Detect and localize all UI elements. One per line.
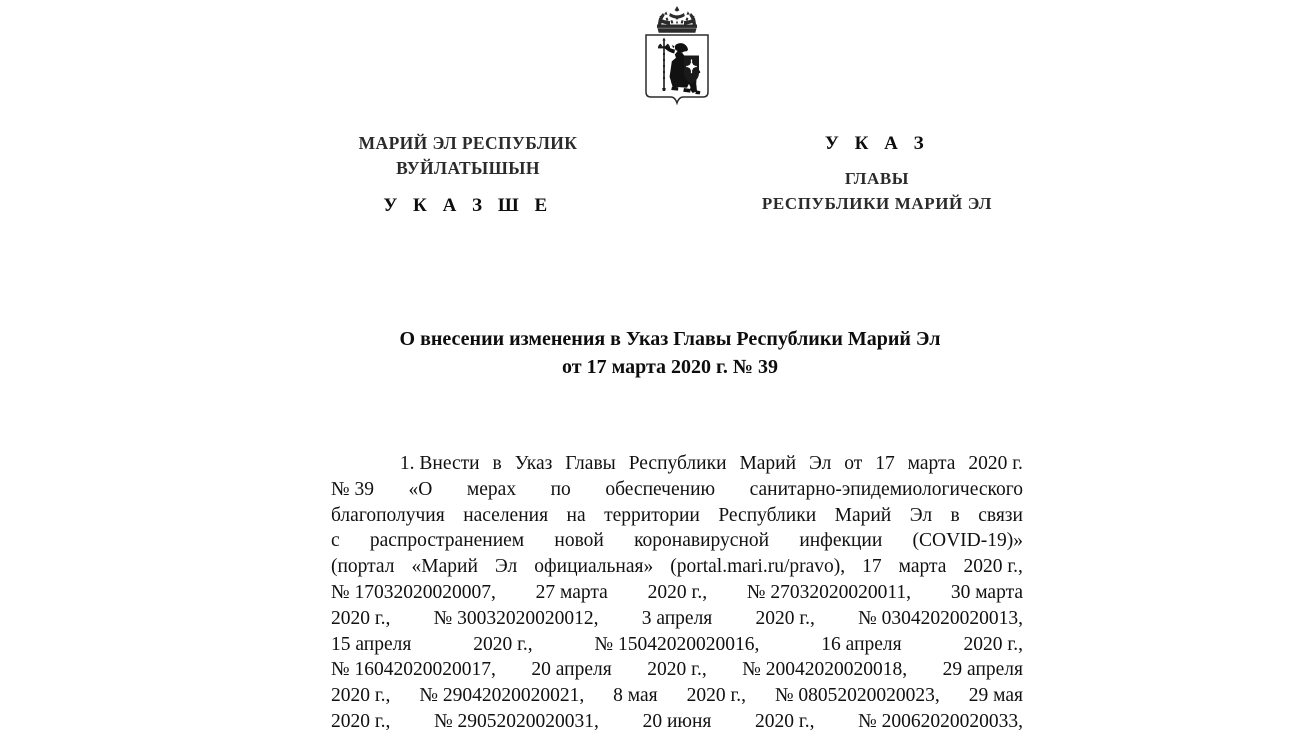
body-word: 2020 г., — [331, 710, 391, 732]
body-line — [331, 503, 1023, 529]
body-word: № 17032020020007, — [331, 581, 496, 603]
body-line — [331, 657, 1023, 683]
body-word: мерах — [466, 478, 517, 500]
body-line — [331, 554, 1023, 580]
body-line — [331, 580, 1023, 606]
body-word: населения — [463, 504, 549, 526]
body-word: по — [550, 478, 571, 500]
body-word: обеспечению — [605, 478, 716, 500]
coat-of-arms-mari-el — [634, 4, 720, 132]
body-word: коронавирусной — [634, 530, 770, 552]
body-word: официальная» — [534, 556, 654, 578]
body-word: 17 — [862, 556, 882, 578]
body-word: марта — [907, 453, 956, 474]
body-word: 2020 г., — [647, 659, 707, 681]
body-word: 2020 г., — [647, 581, 708, 603]
body-word: в — [950, 504, 960, 526]
body-word: Марий — [739, 453, 797, 474]
body-word: связи — [978, 504, 1023, 526]
body-word: «О — [408, 478, 433, 500]
document-title-line1: О внесении изменения в Указ Главы Республики Марий Эл — [399, 328, 941, 350]
body-word: 27 марта — [535, 581, 608, 603]
body-word: 2020 г., — [686, 685, 747, 707]
body-word: благополучия — [331, 504, 445, 526]
body-word: 8 мая — [613, 685, 658, 707]
document-body — [331, 451, 1023, 735]
body-word: в — [492, 453, 502, 474]
body-word: 2020 г., — [963, 633, 1023, 655]
body-word: 17 — [875, 453, 895, 474]
body-word: № 29052020020031, — [434, 710, 599, 732]
body-word: № 03042020020013, — [858, 607, 1023, 629]
body-line — [331, 477, 1023, 503]
spacer — [318, 181, 618, 193]
body-word: инфекции — [799, 530, 883, 552]
body-word: Республики — [628, 453, 727, 474]
body-word: № 30032020020012, — [433, 607, 599, 629]
body-word: 1. Внести — [399, 453, 480, 474]
body-word: № 29042020020021, — [419, 685, 585, 707]
body-word: 2020 г., — [755, 710, 815, 732]
body-word: 2020 г. — [968, 453, 1023, 474]
body-line — [331, 606, 1023, 632]
body-word: «Марий — [411, 556, 478, 578]
spacer — [712, 157, 1042, 166]
body-word: 29 апреля — [942, 659, 1023, 681]
header-mari-title: У К А З Ш Е — [383, 195, 553, 216]
body-word: 15 апреля — [331, 633, 412, 655]
body-word: Республики — [718, 504, 817, 526]
crown-icon — [657, 6, 697, 33]
body-line — [331, 683, 1023, 709]
body-word: Эл — [808, 453, 832, 474]
body-word: 2020 г., — [331, 607, 391, 629]
body-line — [331, 632, 1023, 658]
body-word: Марий — [834, 504, 892, 526]
body-word: 30 марта — [950, 581, 1023, 603]
document-title — [230, 325, 1110, 381]
header-russian-title: У К А З — [824, 133, 930, 154]
body-line — [331, 451, 1023, 477]
body-word: № 20042020020018, — [742, 659, 908, 681]
body-word: № 39 — [331, 478, 374, 500]
body-word: с — [331, 530, 340, 552]
header-russian-line2: РЕСПУБЛИКИ МАРИЙ ЭЛ — [761, 194, 993, 213]
body-word: марта — [898, 556, 947, 578]
paragraph-indent — [331, 451, 387, 477]
body-word: новой — [554, 530, 604, 552]
body-word: № 16042020020017, — [331, 659, 496, 681]
header-column-russian — [712, 131, 1042, 216]
body-word: 2020 г., — [755, 607, 815, 629]
document-header — [0, 131, 1300, 241]
body-word: от — [844, 453, 863, 474]
body-word: № 27032020020011, — [746, 581, 912, 603]
header-russian-line1: ГЛАВЫ — [844, 169, 910, 188]
body-word: на — [566, 504, 586, 526]
body-word: № 15042020020016, — [594, 633, 760, 655]
body-word: 16 апреля — [821, 633, 902, 655]
header-mari-line1: МАРИЙ ЭЛ РЕСПУБЛИК — [358, 133, 578, 153]
body-word: 29 мая — [968, 685, 1023, 707]
bear-shield-icon — [685, 56, 699, 83]
body-word: (COVID-19)» — [912, 530, 1023, 552]
body-word: 2020 г., — [963, 556, 1023, 578]
body-line — [331, 528, 1023, 554]
body-line — [331, 709, 1023, 735]
body-word: 3 апреля — [641, 607, 713, 629]
body-word: санитарно-эпидемиологического — [749, 478, 1023, 500]
body-word: № 20062020020033, — [858, 710, 1023, 732]
body-word: № 08052020020023, — [774, 685, 940, 707]
header-column-mari — [318, 131, 618, 219]
header-mari-line2: ВУЙЛАТЫШЫН — [396, 158, 540, 178]
body-word: территории — [604, 504, 700, 526]
body-word: Главы — [565, 453, 616, 474]
body-word: Указ — [514, 453, 553, 474]
body-word: (portal.mari.ru/pravo), — [670, 556, 846, 578]
body-word: Эл — [494, 556, 518, 578]
document-title-line2: от 17 марта 2020 г. № 39 — [562, 356, 778, 378]
body-word: Эл — [909, 504, 933, 526]
body-word: 20 июня — [642, 710, 712, 732]
body-word: 2020 г., — [331, 685, 391, 707]
body-word: 20 апреля — [531, 659, 612, 681]
body-word: 2020 г., — [473, 633, 533, 655]
body-word: распространением — [369, 530, 525, 552]
body-word: (портал — [331, 556, 395, 578]
